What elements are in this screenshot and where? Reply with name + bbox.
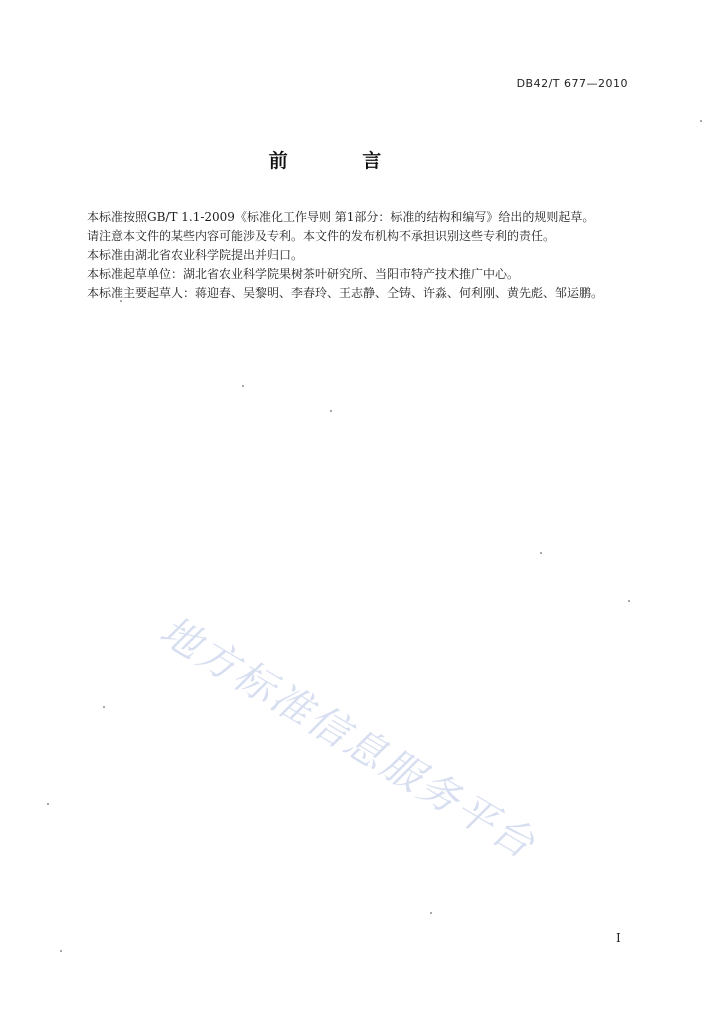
page-number: I	[616, 931, 621, 945]
scan-speck	[540, 552, 542, 554]
scan-speck	[628, 600, 630, 602]
scan-speck	[330, 410, 332, 412]
scan-speck	[103, 706, 105, 708]
scan-speck	[60, 950, 62, 952]
scan-speck	[120, 300, 122, 302]
scan-speck	[430, 912, 432, 914]
paragraph-proposer: 本标准由湖北省农业科学院提出并归口。	[87, 248, 304, 262]
paragraph-drafting-units: 本标准起草单位：湖北省农业科学院果树茶叶研究所、当阳市特产技术推广中心。	[87, 267, 520, 281]
page-title: 前 言	[268, 150, 416, 172]
document-code: DB42/T 677—2010	[516, 77, 628, 90]
body-text	[87, 208, 647, 303]
scan-speck	[700, 120, 702, 122]
paragraph-drafters: 本标准主要起草人：蒋迎春、吴黎明、李春玲、王志静、仝铸、许淼、何利刚、黄先彪、邹运鹏。	[87, 286, 604, 300]
paragraph-patent-notice: 请注意本文件的某些内容可能涉及专利。本文件的发布机构不承担识别这些专利的责任。	[87, 229, 556, 243]
watermark: 地方标准信息服务平台	[151, 607, 544, 869]
scan-speck	[242, 385, 244, 387]
paragraph-drafting-rules: 本标准按照GB/T 1.1-2009《标准化工作导则 第1部分：标准的结构和编写》给出的规则起草。	[87, 210, 595, 224]
scan-speck	[47, 803, 49, 805]
